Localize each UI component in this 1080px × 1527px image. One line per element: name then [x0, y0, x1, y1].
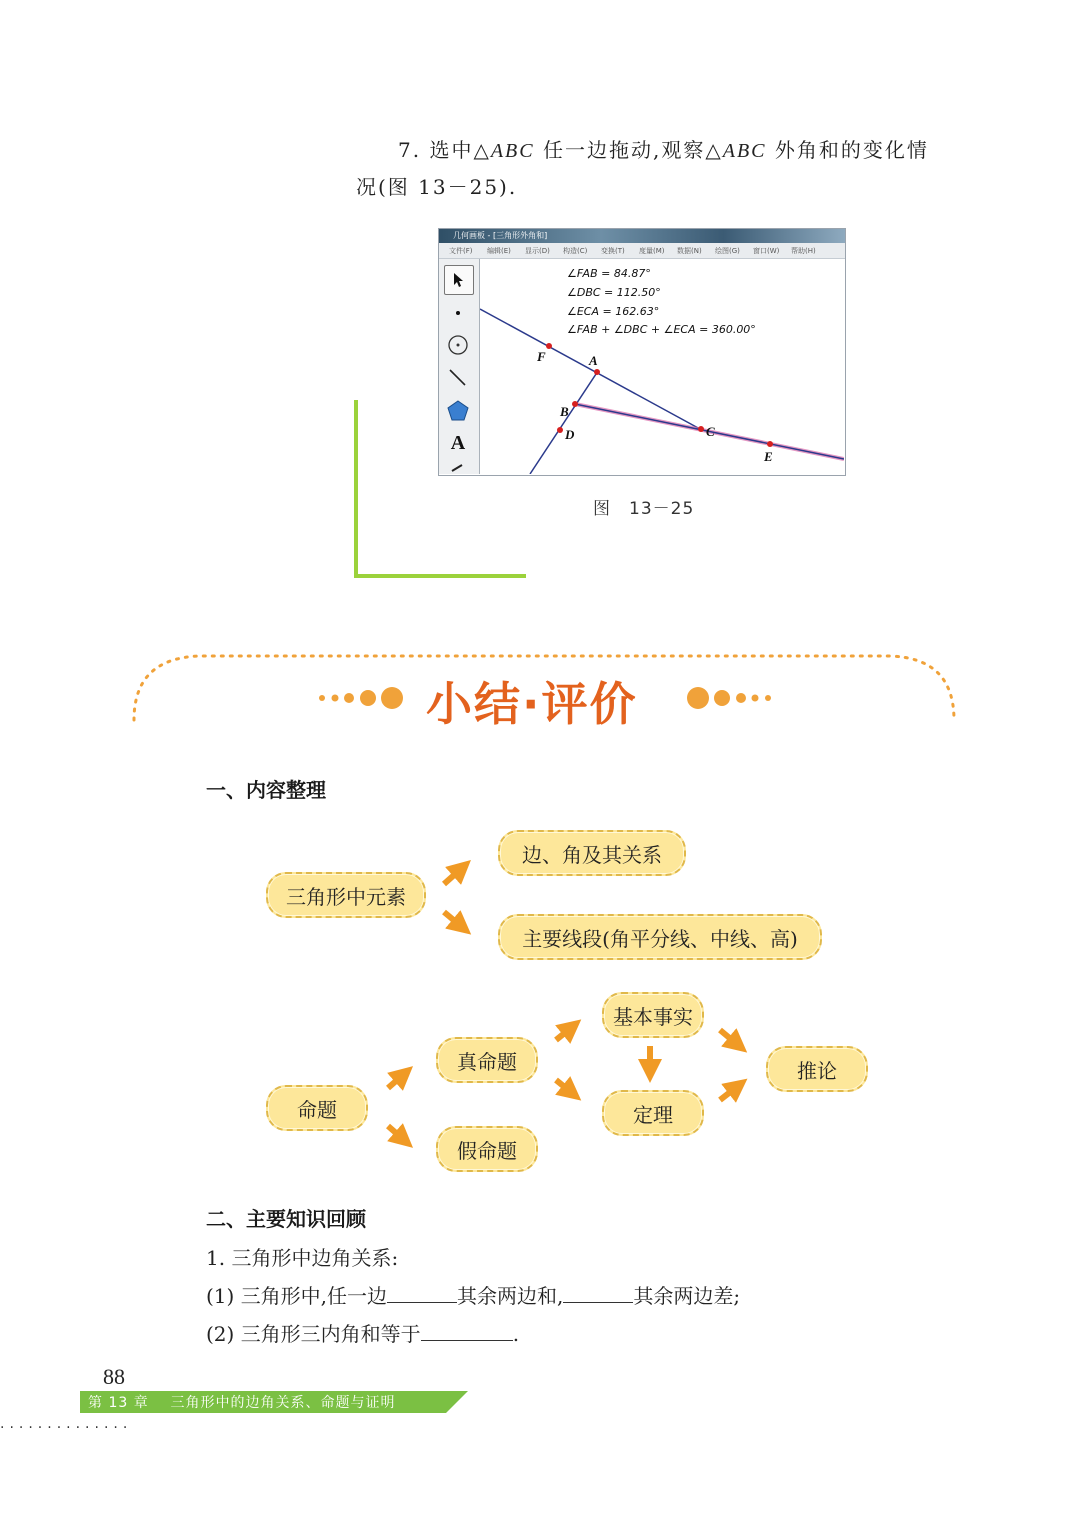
node-triangle-elements: 三角形中元素: [266, 872, 426, 918]
chapter-title: 第 13 章 三角形中的边角关系、命题与证明: [88, 1395, 396, 1411]
blank-1[interactable]: [387, 1284, 457, 1303]
arrow-up-icon: [444, 868, 462, 884]
node-sides-angles: 边、角及其关系: [498, 830, 686, 876]
window-title: 几何画板 - [三角形外角和]: [453, 231, 548, 240]
sub2-text-a: (2) 三角形三内角和等于: [206, 1322, 421, 1346]
page-number: 88: [103, 1364, 125, 1389]
measurement-eca: ∠ECA = 162.63°: [567, 305, 660, 318]
summary-title: 小结·评价: [426, 677, 638, 731]
menu-item[interactable]: 绘图(G): [715, 247, 740, 255]
arrow-down-icon: [388, 1126, 404, 1140]
label-d: D: [565, 427, 575, 442]
triangle-abc-2: ABC: [722, 140, 767, 162]
sub1-text-a: (1) 三角形中,任一边: [206, 1284, 388, 1308]
footer-dotted-line: ..............: [0, 1416, 133, 1432]
menu-item[interactable]: 构造(C): [563, 247, 588, 255]
blank-2[interactable]: [563, 1284, 633, 1303]
measurement-sum: ∠FAB + ∠DBC + ∠ECA = 360.00°: [567, 323, 756, 336]
menu-item[interactable]: 窗口(W): [753, 247, 780, 255]
node-main-segments: 主要线段(角平分线、中线、高): [498, 914, 822, 960]
measurement-dbc: ∠DBC = 112.50°: [567, 286, 661, 299]
arrow-up-icon: [388, 1074, 404, 1088]
triangle-abc-1: ABC: [490, 140, 535, 162]
node-false-proposition: 假命题: [436, 1126, 538, 1172]
menu-item[interactable]: 数据(N): [677, 247, 702, 255]
node-proposition: 命题: [266, 1085, 368, 1131]
menu-item[interactable]: 帮助(H): [791, 247, 816, 255]
item-1-sub-2: [206, 1318, 519, 1347]
menu-item[interactable]: 编辑(E): [487, 247, 511, 255]
label-c: C: [706, 424, 715, 439]
measurement-fab: ∠FAB = 84.87°: [567, 267, 651, 280]
section2-heading: 二、主要知识回顾: [206, 1207, 366, 1231]
label-f: F: [537, 349, 546, 364]
arrow-down-icon: [444, 912, 462, 927]
node-basic-fact: 基本事实: [602, 992, 704, 1038]
arrow-up-icon: [556, 1027, 572, 1040]
label-e: E: [764, 449, 773, 464]
sub2-text-b: .: [512, 1322, 520, 1346]
node-theorem: 定理: [602, 1090, 704, 1136]
item-1-sub-1: [206, 1280, 740, 1309]
text-tool-label: A: [450, 431, 466, 454]
menu-item[interactable]: 度量(M): [639, 247, 665, 255]
menu-item[interactable]: 变换(T): [601, 247, 625, 255]
node-true-proposition: 真命题: [436, 1037, 538, 1083]
label-b: B: [560, 404, 569, 419]
blank-3[interactable]: [421, 1322, 513, 1341]
sub1-text-b: 其余两边和,: [457, 1284, 564, 1308]
question-text-c: 外角和的变化情况(图 13－25).: [356, 138, 929, 199]
question-text-b: 任一边拖动,观察△: [542, 138, 723, 162]
arrow-down-icon: [556, 1080, 572, 1093]
item-1: 1. 三角形中边角关系:: [206, 1246, 399, 1270]
label-a: A: [589, 353, 598, 368]
arrow-up-icon: [720, 1086, 738, 1100]
menu-item[interactable]: 文件(F): [449, 247, 473, 255]
menu-item[interactable]: 显示(D): [525, 247, 550, 255]
question-text-a: 选中△: [429, 138, 491, 162]
arrow-down-icon: [720, 1030, 738, 1045]
node-corollary: 推论: [766, 1046, 868, 1092]
sub1-text-c: 其余两边差;: [633, 1284, 741, 1308]
question-number: 7.: [398, 138, 422, 162]
figure-caption: 图 13－25: [593, 499, 695, 519]
section1-heading: 一、内容整理: [206, 778, 326, 802]
